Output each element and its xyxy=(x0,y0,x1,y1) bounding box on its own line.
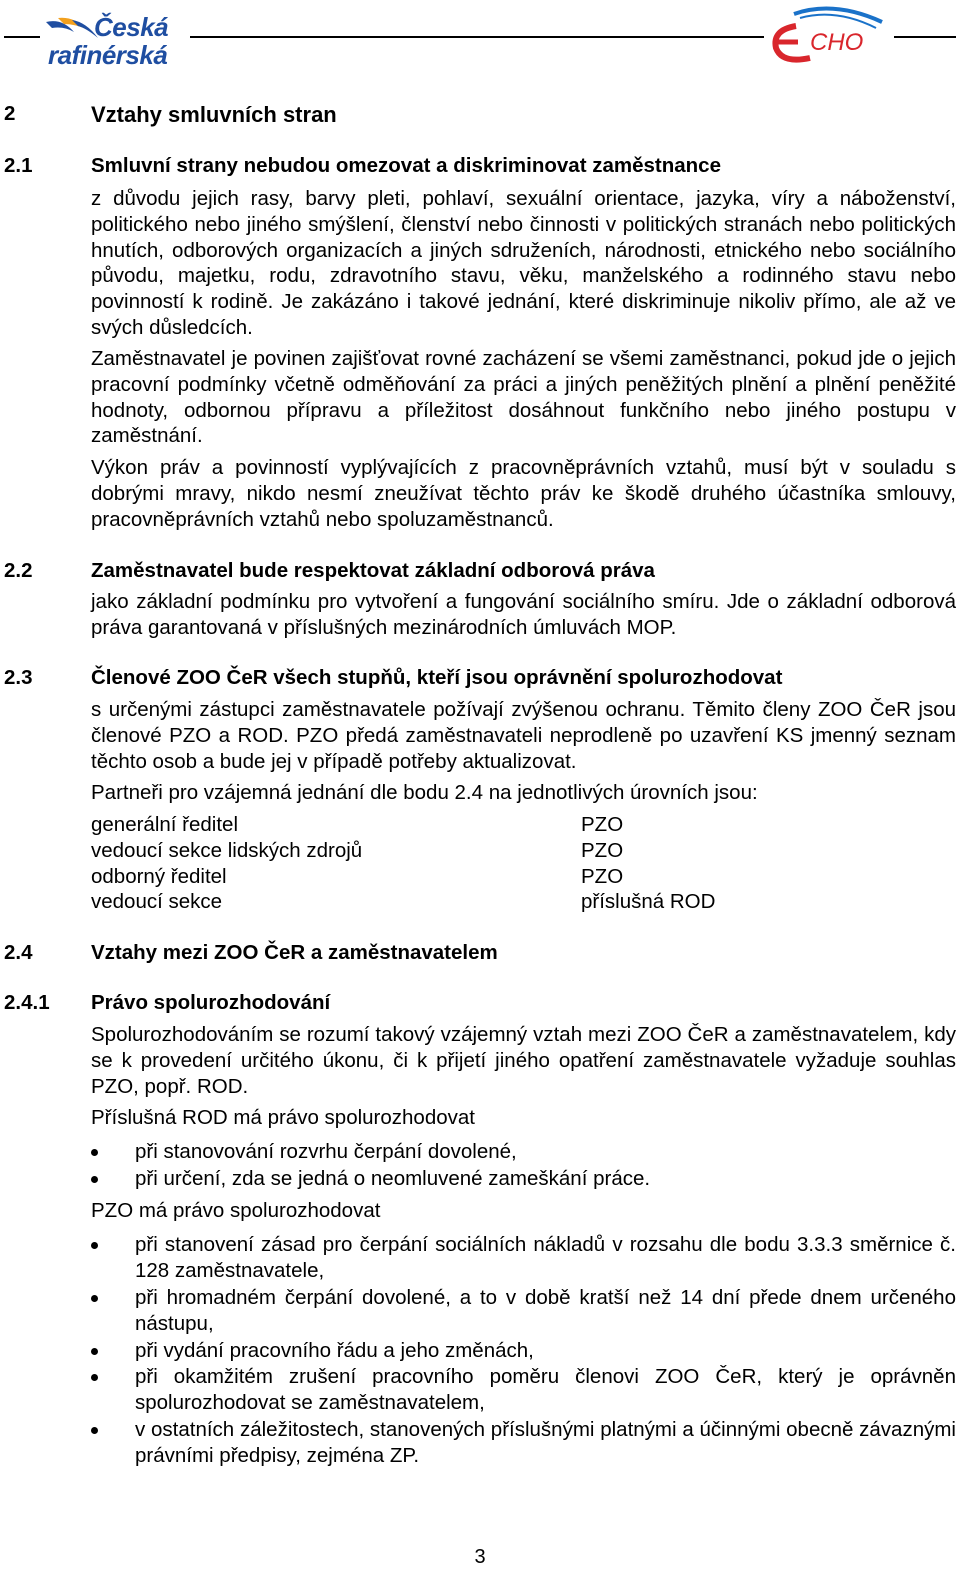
paragraph: Příslušná ROD má právo spolurozhodovat xyxy=(91,1106,475,1129)
paragraph: z důvodu jejich rasy, barvy pleti, pohlaví, sexuální orientace, jazyka, víry a náboženství, politického nebo jiného smýšlení, členství nebo činnosti v politických stranách nebo politických hnutích, odborových organizacích a jiných sdruženích, národnosti, etnického nebo sociálního původu, majetku, rodu, zdravotního stavu, věku, manželského a rodinného stavu nebo povinností k rodině. Je zakázáno i takové jednání, které diskriminuje nikoliv přímo, ale až ve svých důsledcích. xyxy=(91,187,956,339)
paragraph: Zaměstnavatel je povinen zajišťovat rovné zacházení se všemi zaměstnanci, pokud jde o jejich pracovní podmínky včetně odměňování za práci a jiných peněžitých plnění a plnění peněžité hodnoty, odbornou přípravu a příležitost dosáhnout funkčního nebo jiného postupu v zaměstnání. xyxy=(91,347,956,448)
bullet-icon xyxy=(91,1242,98,1249)
paragraph: Spolurozhodováním se rozumí takový vzájemný vztah mezi ZOO ČeR a zaměstnavatelem, kdy se k provedení určitého úkonu, či k přijetí jiného opatření zaměstnavatele vyžaduje souhlas PZO, popř. ROD. xyxy=(91,1023,956,1098)
paragraph: Partneři pro vzájemná jednání dle bodu 2.4 na jednotlivých úrovních jsou: xyxy=(91,781,758,804)
partner-counterparts xyxy=(581,812,715,915)
list-item-text: při vydání pracovního řádu a jeho změnách, xyxy=(135,1339,534,1362)
partner-counterpart: PZO xyxy=(581,864,624,888)
section-number: 2.4 xyxy=(4,941,33,964)
bullet-icon xyxy=(91,1295,98,1302)
partner-role: vedoucí sekce lidských zdrojů xyxy=(91,838,363,862)
section-title: Smluvní strany nebudou omezovat a diskriminovat zaměstnance xyxy=(91,154,721,177)
partner-role: vedoucí sekce xyxy=(91,890,223,914)
partner-roles xyxy=(91,812,362,915)
section-title: Členové ZOO ČeR všech stupňů, kteří jsou oprávnění spolurozhodovat xyxy=(91,666,783,689)
ceska-rafinerska-logo xyxy=(40,8,190,68)
paragraph: Výkon práv a povinností vyplývajících z pracovněprávních vztahů, musí být v souladu s dobrými mravy, nikdo nesmí zneužívat těchto práv ke škodě druhého účastníka smlouvy, pracovněprávních vztahů nebo spoluzaměstnanců. xyxy=(91,456,956,531)
list-item-text: v ostatních záležitostech, stanovených příslušnými platnými a účinnými obecně závaznými právními předpisy, zejména ZP. xyxy=(135,1418,956,1467)
paragraph: jako základní podmínku pro vytvoření a fungování sociálního smíru. Jde o základní odborová práva garantovaná v příslušných mezinárodních úmluvách MOP. xyxy=(91,590,956,639)
echo-logo xyxy=(764,4,894,68)
list-item-text: při stanovování rozvrhu čerpání dovolené, xyxy=(135,1140,517,1163)
partner-counterpart: PZO xyxy=(581,838,624,862)
svg-text:CHO: CHO xyxy=(810,29,864,56)
section-title: Vztahy smluvních stran xyxy=(91,102,337,127)
section-number: 2.1 xyxy=(4,154,33,177)
logo-line-2: rafinérská xyxy=(48,40,168,70)
page-number: 3 xyxy=(474,1546,486,1568)
section-number: 2.2 xyxy=(4,559,33,582)
list-item-text: při určení, zda se jedná o neomluvené zameškání práce. xyxy=(135,1167,651,1190)
bullet-icon xyxy=(91,1149,98,1156)
section-title: Vztahy mezi ZOO ČeR a zaměstnavatelem xyxy=(91,941,498,964)
partner-role: odborný ředitel xyxy=(91,864,227,888)
paragraph: PZO má právo spolurozhodovat xyxy=(91,1199,381,1222)
echo-logo-icon xyxy=(764,4,894,68)
partner-role: generální ředitel xyxy=(91,813,239,836)
list-item-text: při hromadném čerpání dovolené, a to v době kratší než 14 dní přede dnem určeného nástupu, xyxy=(135,1286,956,1335)
section-number: 2 xyxy=(4,102,16,125)
section-title: Zaměstnavatel bude respektovat základní odborová práva xyxy=(91,559,655,582)
partner-counterpart: PZO xyxy=(581,813,624,836)
bullet-icon xyxy=(91,1427,98,1434)
bullet-icon xyxy=(91,1176,98,1183)
list-item-text: při stanovení zásad pro čerpání sociálních nákladů v rozsahu dle bodu 3.3.3 směrnice č. 128 zaměstnavatele, xyxy=(135,1233,956,1282)
section-number: 2.3 xyxy=(4,666,33,689)
list-item-text: při okamžitém zrušení pracovního poměru členovi ZOO ČeR, který je oprávněn spolurozhodovat se zaměstnavatelem, xyxy=(135,1365,956,1414)
bullet-icon xyxy=(91,1348,98,1355)
bullet-icon xyxy=(91,1374,98,1381)
section-title: Právo spolurozhodování xyxy=(91,991,331,1014)
partner-counterpart: příslušná ROD xyxy=(581,890,716,914)
logo-line-1: Česká xyxy=(94,12,169,42)
paragraph: s určenými zástupci zaměstnavatele požívají zvýšenou ochranu. Těmito členy ZOO ČeR jsou členové PZO a ROD. PZO předá zaměstnavateli neprodleně po uzavření KS jmenný seznam těchto osob a bude jej v případě potřeby aktualizovat. xyxy=(91,698,956,773)
section-number: 2.4.1 xyxy=(4,991,50,1014)
page-header xyxy=(0,0,960,80)
